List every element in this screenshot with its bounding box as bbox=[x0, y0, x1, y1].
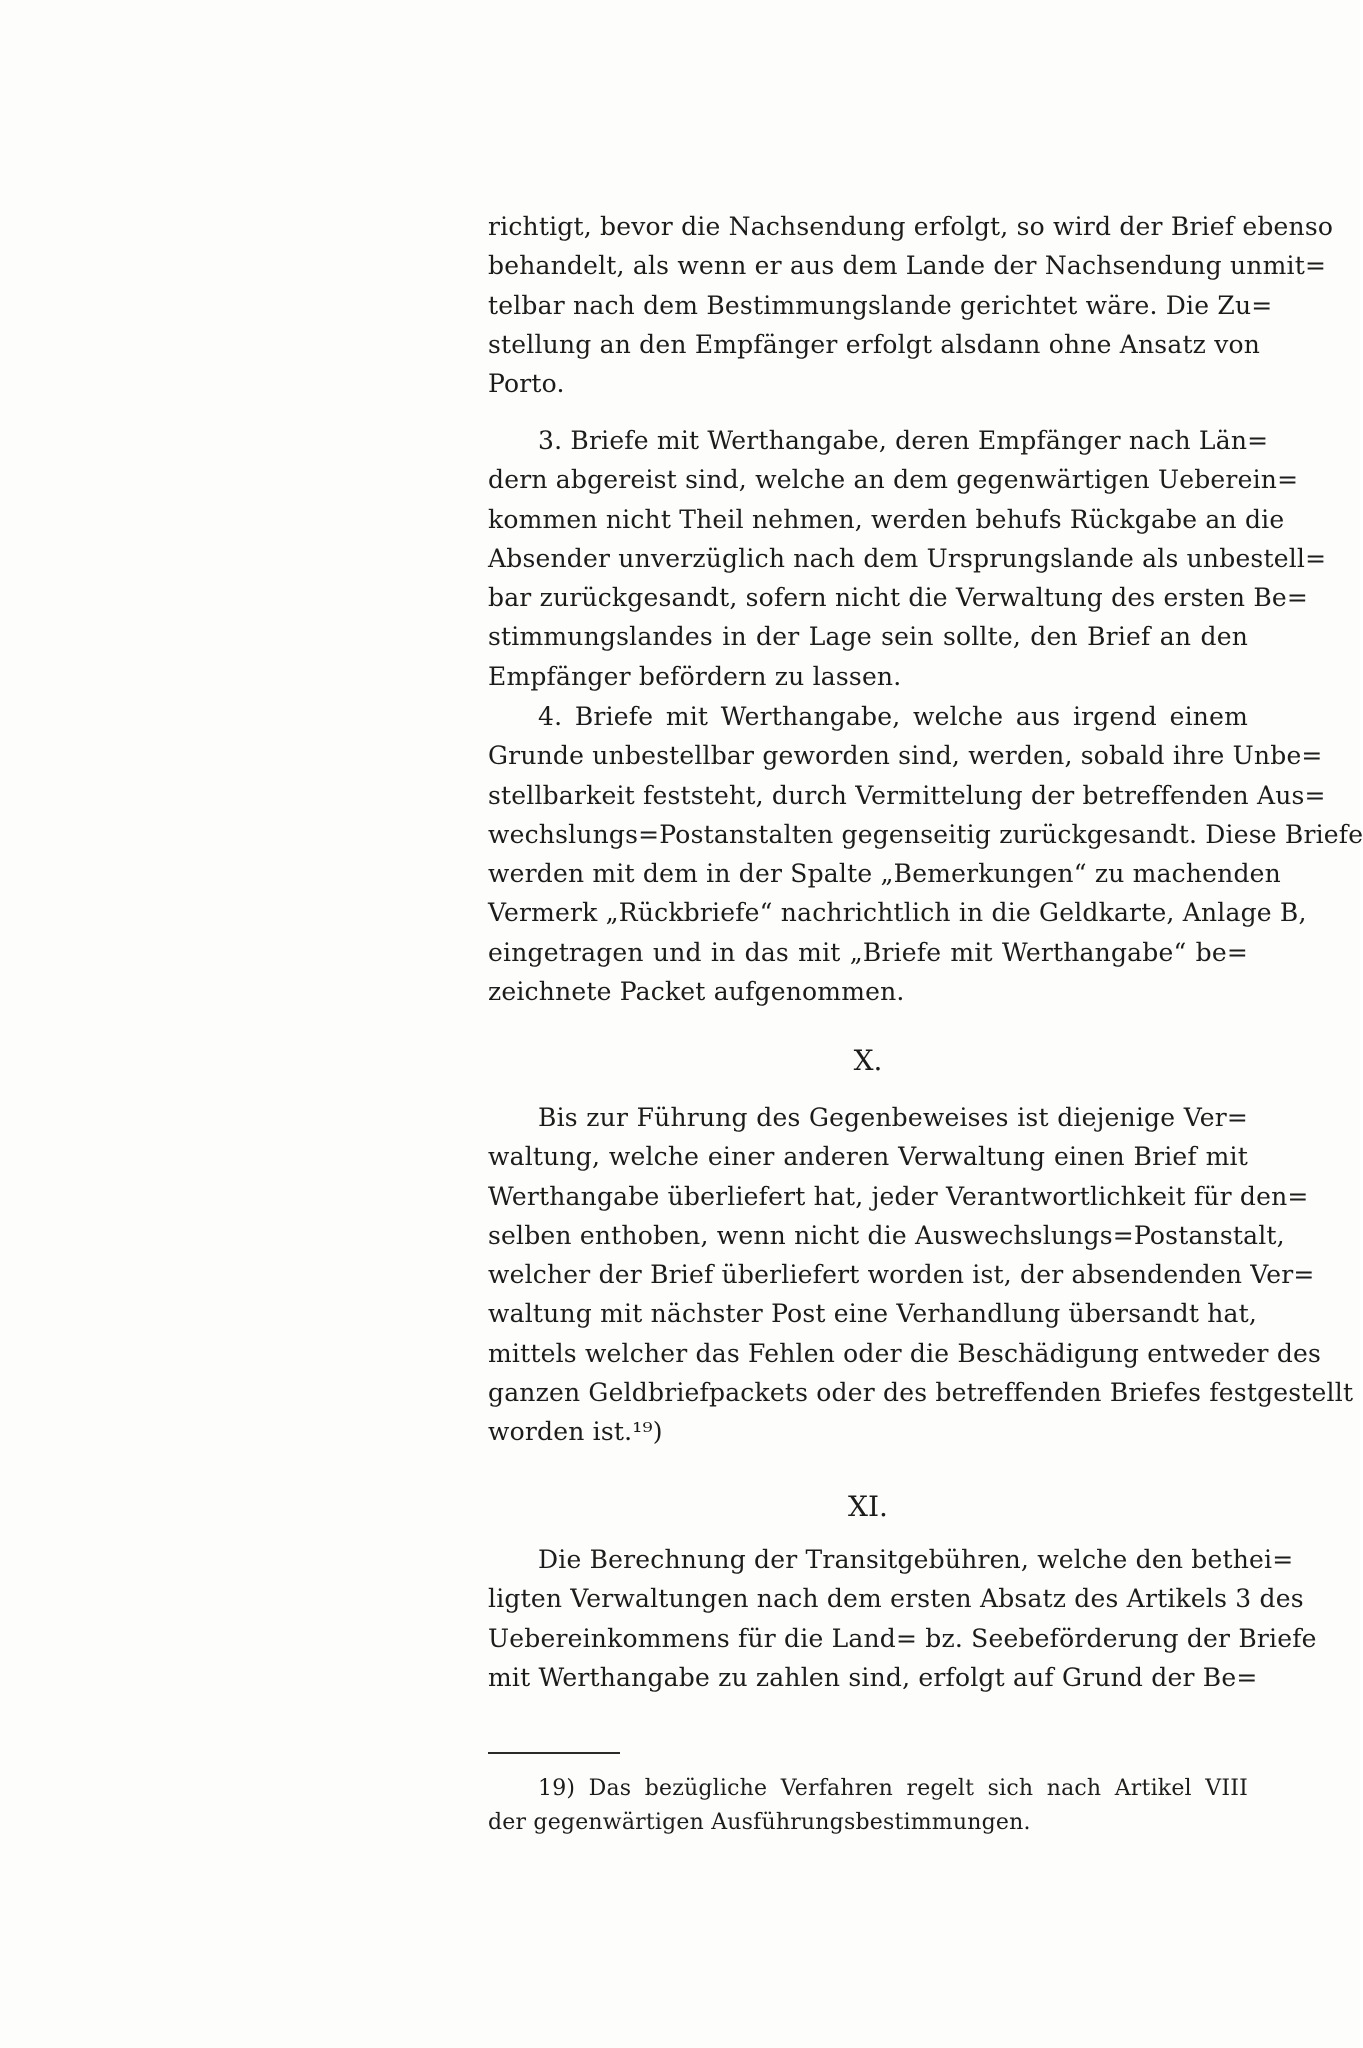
footnote-line: der gegenwärtigen Ausführungsbestimmungen. bbox=[488, 1810, 1031, 1835]
footnote-divider bbox=[488, 1752, 620, 1754]
paragraph-3 bbox=[488, 421, 1327, 696]
text-line: bar zurückgesandt, sofern nicht die Verwaltung des ersten Be= bbox=[488, 583, 1309, 613]
text-line: ganzen Geldbriefpackets oder des betreffenden Briefes festgestellt bbox=[488, 1378, 1354, 1408]
paragraph-x bbox=[488, 1098, 1354, 1452]
text-line: Vermerk „Rückbriefe“ nachrichtlich in die Geldkarte, Anlage B, bbox=[488, 898, 1307, 928]
paragraph-xi bbox=[488, 1540, 1317, 1697]
footnote bbox=[488, 1772, 1248, 1840]
text-line: Absender unverzüglich nach dem Ursprungslande als unbestell= bbox=[488, 543, 1327, 573]
footnote-line: 19) Das bezügliche Verfahren regelt sich nach Artikel VIII bbox=[538, 1776, 1248, 1801]
text-line: mittels welcher das Fehlen oder die Beschädigung entweder des bbox=[488, 1338, 1322, 1368]
text-line: Werthangabe überliefert hat, jeder Verantwortlichkeit für den= bbox=[488, 1181, 1309, 1211]
section-heading-xi: XI. bbox=[848, 1490, 888, 1523]
text-line: kommen nicht Theil nehmen, werden behufs Rückgabe an die bbox=[488, 504, 1285, 534]
text-line: welcher der Brief überliefert worden ist, der absendenden Ver= bbox=[488, 1260, 1315, 1290]
paragraph-continuation bbox=[488, 207, 1334, 403]
text-line: eingetragen und in das mit „Briefe mit Werthangabe“ be= bbox=[488, 937, 1248, 967]
text-line: behandelt, als wenn er aus dem Lande der Nachsendung unmit= bbox=[488, 251, 1327, 281]
text-line: Porto. bbox=[488, 369, 565, 399]
text-line: dern abgereist sind, welche an dem gegenwärtigen Ueberein= bbox=[488, 465, 1299, 495]
text-line: selben enthoben, wenn nicht die Auswechslungs=Postanstalt, bbox=[488, 1220, 1285, 1250]
text-line: 3. Briefe mit Werthangabe, deren Empfänger nach Län= bbox=[538, 426, 1269, 455]
text-line: waltung mit nächster Post eine Verhandlung übersandt hat, bbox=[488, 1299, 1258, 1329]
text-line: mit Werthangabe zu zahlen sind, erfolgt auf Grund der Be= bbox=[488, 1662, 1258, 1692]
text-line: stellbarkeit feststeht, durch Vermittelung der betreffenden Aus= bbox=[488, 780, 1326, 810]
text-line: Bis zur Führung des Gegenbeweises ist diejenige Ver= bbox=[538, 1103, 1248, 1132]
text-line: Empfänger befördern zu lassen. bbox=[488, 661, 902, 691]
text-line: telbar nach dem Bestimmungslande gerichtet wäre. Die Zu= bbox=[488, 290, 1273, 320]
text-line: ligten Verwaltungen nach dem ersten Absatz des Artikels 3 des bbox=[488, 1584, 1304, 1614]
text-line: richtigt, bevor die Nachsendung erfolgt, so wird der Brief ebenso bbox=[488, 212, 1334, 241]
text-line: stellung an den Empfänger erfolgt alsdann ohne Ansatz von bbox=[488, 329, 1261, 359]
text-line: stimmungslandes in der Lage sein sollte, den Brief an den bbox=[488, 622, 1248, 652]
text-line: wechslungs=Postanstalten gegenseitig zurückgesandt. Diese Briefe bbox=[488, 819, 1363, 849]
text-line: zeichnete Packet aufgenommen. bbox=[488, 977, 905, 1007]
paragraph-4 bbox=[488, 697, 1363, 1011]
text-line: Grunde unbestellbar geworden sind, werden, sobald ihre Unbe= bbox=[488, 741, 1323, 771]
text-line: 4. Briefe mit Werthangabe, welche aus irgend einem bbox=[538, 702, 1248, 731]
text-line: worden ist.¹⁹) bbox=[488, 1417, 663, 1447]
text-line: Uebereinkommens für die Land= bz. Seebeförderung der Briefe bbox=[488, 1623, 1317, 1653]
text-line: waltung, welche einer anderen Verwaltung einen Brief mit bbox=[488, 1142, 1248, 1172]
text-line: werden mit dem in der Spalte „Bemerkungen“ zu machenden bbox=[488, 859, 1281, 889]
section-heading-x: X. bbox=[853, 1044, 883, 1077]
text-line: Die Berechnung der Transitgebühren, welche den bethei= bbox=[538, 1545, 1294, 1574]
